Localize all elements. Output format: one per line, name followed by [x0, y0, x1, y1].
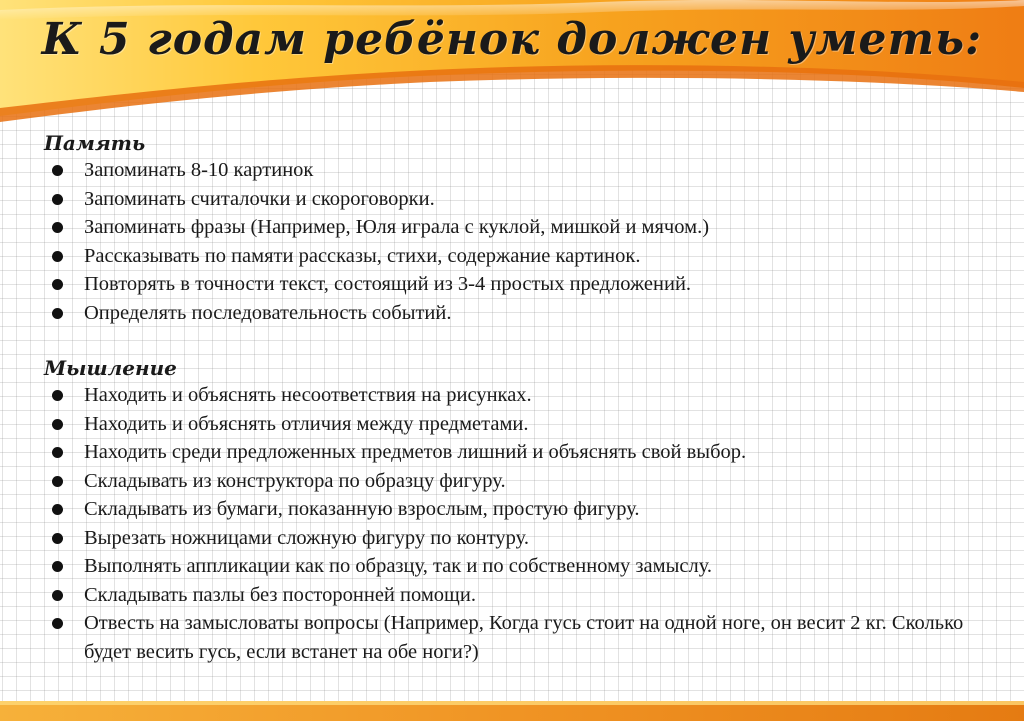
list-item [44, 270, 1004, 299]
section-heading-memory: Память [44, 131, 146, 155]
bullet-icon [52, 279, 63, 290]
list-item-text: Складывать из бумаги, показанную взрослым, простую фигуру. [84, 498, 640, 520]
list-item [44, 581, 1004, 610]
content [44, 130, 1004, 666]
bullet-icon [52, 251, 63, 262]
list-item [44, 438, 1004, 467]
list-item [44, 495, 1004, 524]
list-item-text: Рассказывать по памяти рассказы, стихи, содержание картинок. [84, 244, 641, 267]
bullet-icon [52, 476, 63, 487]
list-item-text: Запоминать считалочки и скороговорки. [84, 187, 435, 210]
list-item [44, 156, 1004, 185]
bullet-icon [52, 222, 63, 233]
section-heading-thinking: Мышление [44, 356, 177, 380]
bullet-icon [52, 308, 63, 319]
list-item [44, 381, 1004, 410]
bullet-icon [52, 165, 63, 176]
bullet-icon [52, 533, 63, 544]
list-item-text: Определять последовательность событий. [84, 301, 452, 324]
list-item-text: Вырезать ножницами сложную фигуру по контуру. [84, 526, 529, 549]
list-item [44, 467, 1004, 496]
list-item [44, 185, 1004, 214]
list-item-text: Запоминать фразы (Например, Юля играла с куклой, мишкой и мячом.) [84, 216, 710, 238]
list-item-text: Складывать из конструктора по образцу фигуру. [84, 469, 506, 492]
list-item [44, 242, 1004, 271]
list-item [44, 410, 1004, 439]
list-item-text: Повторять в точности текст, состоящий из 3-4 простых предложений. [84, 273, 692, 295]
footer-bar [0, 697, 1024, 721]
bullet-icon [52, 561, 63, 572]
memory-list [44, 156, 1004, 327]
list-item [44, 524, 1004, 553]
list-item-text: Запоминать 8-10 картинок [84, 159, 314, 181]
list-item-text: Складывать пазлы без посторонней помощи. [84, 583, 476, 606]
list-item [44, 299, 1004, 328]
list-item [44, 609, 984, 666]
bullet-icon [52, 390, 63, 401]
list-item-text: Находить среди предложенных предметов лишний и объяснять свой выбор. [84, 441, 747, 463]
bullet-icon [52, 419, 63, 430]
bullet-icon [52, 504, 63, 515]
bullet-icon [52, 618, 63, 629]
bullet-icon [52, 447, 63, 458]
bullet-icon [52, 590, 63, 601]
list-item-text: Отвесть на замысловаты вопросы (Например, Когда гусь стоит на одной ноге, он весит 2 кг. Сколько будет весить гусь, если встанет на обе ноги?) [84, 612, 964, 663]
bullet-icon [52, 194, 63, 205]
page-title: К 5 годам ребёнок должен уметь: [41, 14, 983, 65]
thinking-list [44, 381, 1004, 666]
list-item [44, 213, 1004, 242]
list-item-text: Находить и объяснять несоответствия на рисунках. [84, 384, 532, 406]
list-item-text: Находить и объяснять отличия между предметами. [84, 412, 529, 435]
list-item-text: Выполнять аппликации как по образцу, так и по собственному замыслу. [84, 555, 713, 577]
list-item [44, 552, 1004, 581]
